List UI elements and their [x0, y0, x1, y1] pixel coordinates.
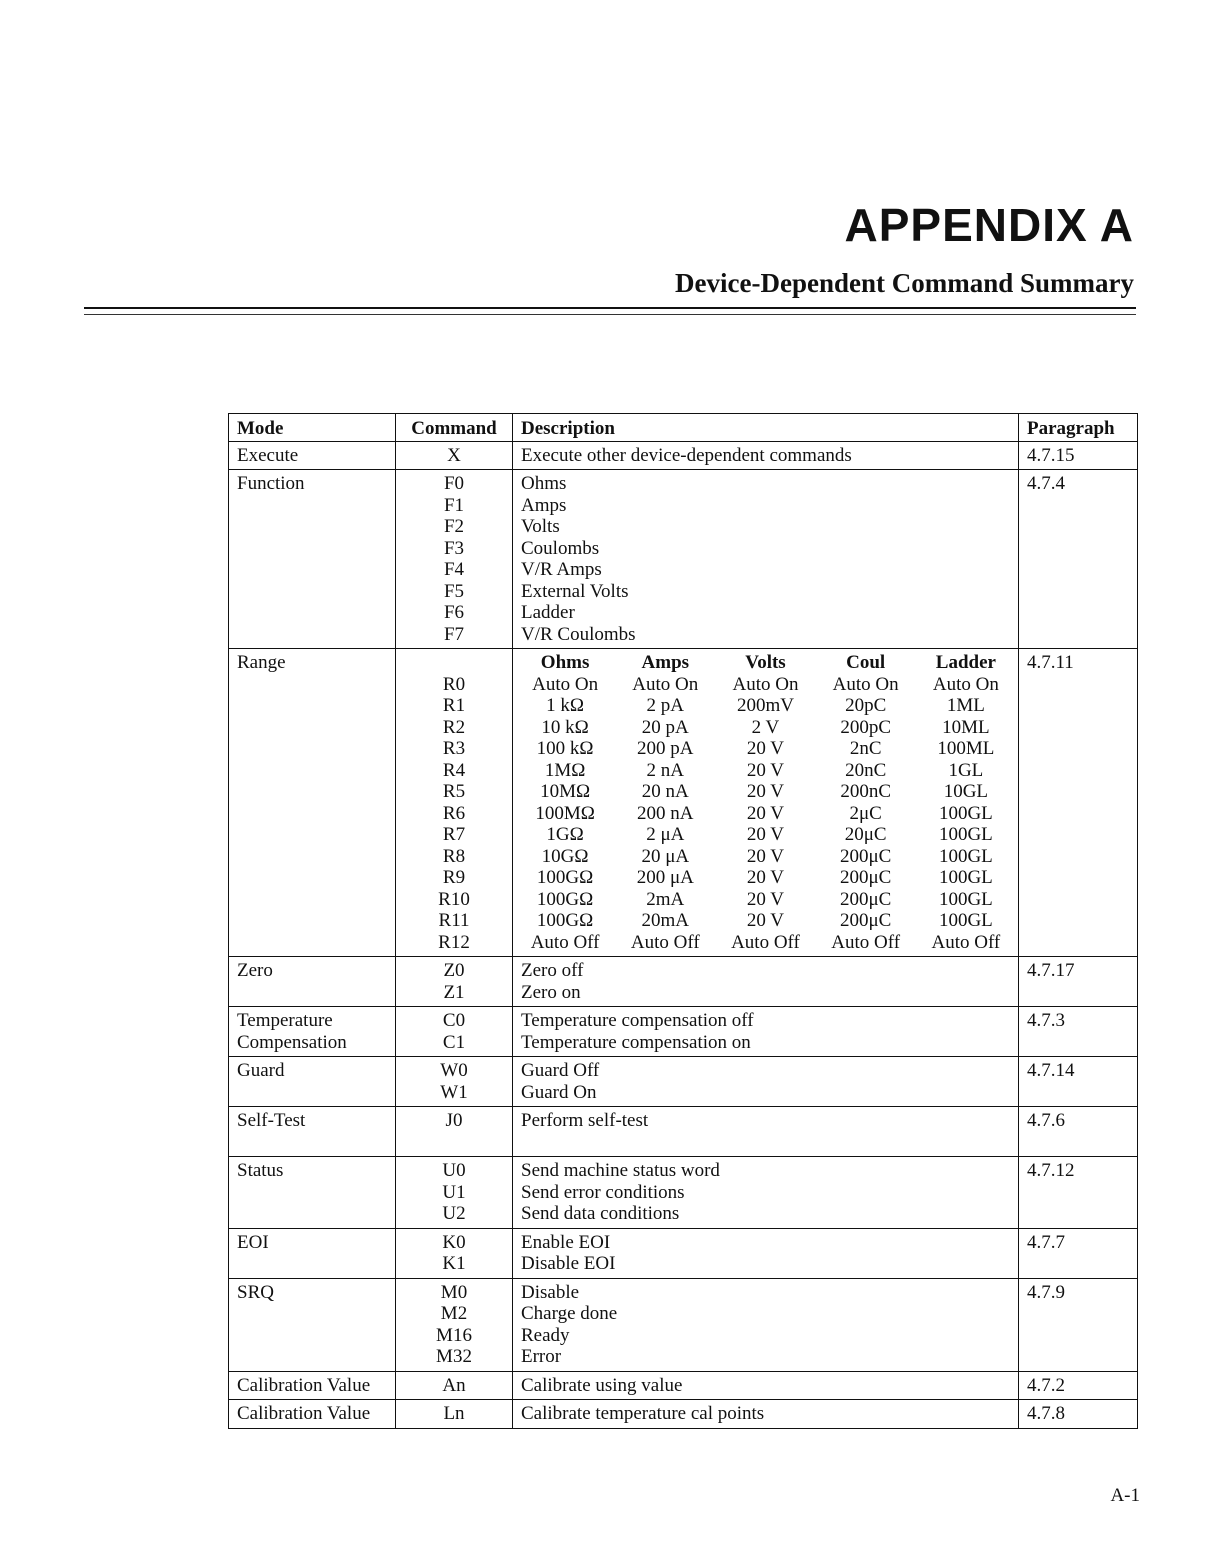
command-cell [396, 1228, 513, 1278]
cell-line: Z0 [443, 960, 465, 981]
cell-line: F4 [443, 559, 465, 580]
range-value: 100GL [938, 888, 993, 910]
range-column-header: Amps [641, 652, 690, 673]
cell-line: Z1 [443, 981, 465, 1003]
range-value: 2mA [646, 888, 685, 910]
cell-line: Temperature [237, 1010, 333, 1031]
range-command: R3 [442, 738, 466, 759]
cell-line: Charge done [521, 1303, 618, 1324]
range-column-header: Ladder [935, 652, 996, 673]
cell-line: Calibrate using value [521, 1374, 683, 1396]
header-command: Command [396, 414, 513, 442]
range-value: 1GΩ [546, 824, 584, 845]
range-row [515, 932, 1016, 954]
paragraph-cell: 4.7.11 [1019, 649, 1138, 957]
range-grid-header [515, 652, 1016, 674]
range-value: 20mA [641, 910, 690, 931]
description-cell [513, 957, 1019, 1007]
range-value: Auto Off [831, 931, 901, 953]
table-row-guard [229, 1057, 1138, 1107]
mode-cell: Zero [229, 957, 396, 1007]
range-value: 20 V [746, 802, 785, 824]
cell-line: Perform self-test [521, 1110, 649, 1131]
range-command: R4 [442, 759, 466, 781]
appendix-title: APPENDIX A [844, 199, 1134, 251]
range-value: 20 V [746, 888, 785, 910]
range-value: 200 pA [637, 738, 694, 759]
cell-line: Temperature compensation on [521, 1031, 751, 1053]
cell-line: Send error conditions [521, 1181, 685, 1203]
range-value: 10ML [942, 716, 990, 738]
command-cell [396, 441, 513, 470]
cell-line: K1 [442, 1253, 466, 1274]
cell-line: Ohms [521, 473, 567, 494]
cell-line: C1 [442, 1031, 466, 1053]
cell-line: Ladder [521, 602, 575, 623]
range-command: R6 [442, 802, 466, 824]
range-value: 100GΩ [536, 888, 594, 910]
range-value: 20nC [845, 759, 887, 781]
range-command: R7 [442, 824, 466, 845]
paragraph-cell: 4.7.15 [1019, 441, 1138, 470]
range-command: R12 [438, 931, 470, 953]
range-value: 10GΩ [541, 845, 589, 867]
range-value: 200 nA [637, 802, 694, 824]
range-value: 1GL [948, 759, 984, 781]
paragraph-cell: 4.7.9 [1019, 1278, 1138, 1371]
table-row-execute [229, 441, 1138, 470]
mode-cell: Execute [229, 441, 396, 470]
range-command: R5 [442, 781, 466, 802]
range-value: 10 kΩ [541, 716, 589, 738]
cell-line: M16 [436, 1324, 472, 1346]
cell-line: F2 [443, 516, 465, 537]
range-row [515, 867, 1016, 889]
appendix-subtitle: Device-Dependent Command Summary [675, 268, 1134, 298]
range-command: R0 [442, 673, 466, 695]
description-cell [513, 1400, 1019, 1429]
cell-line: Compensation [237, 1031, 347, 1053]
range-row [515, 846, 1016, 868]
range-value: 2 μA [646, 824, 685, 845]
range-value: 20 V [746, 845, 785, 867]
range-value: 10MΩ [540, 781, 591, 802]
cell-line: W0 [440, 1060, 468, 1081]
command-cell [396, 1057, 513, 1107]
range-row [515, 824, 1016, 846]
range-value: 100GL [938, 910, 993, 931]
cell-line: Ln [443, 1403, 465, 1424]
range-value: 100GL [938, 845, 993, 867]
cell-line: Zero off [521, 960, 584, 981]
range-command: R9 [442, 867, 466, 888]
range-value: 20 V [746, 759, 785, 781]
cell-line: F6 [443, 602, 465, 623]
table-row-function [229, 470, 1138, 649]
range-value: 100 kΩ [536, 738, 594, 759]
range-command: R1 [442, 695, 466, 716]
header-paragraph: Paragraph [1019, 414, 1138, 442]
command-summary-table [228, 413, 1138, 1429]
command-cell [396, 1107, 513, 1157]
range-value: 20 μA [641, 845, 690, 867]
range-values-cell [513, 649, 1019, 957]
command-cell [396, 1157, 513, 1229]
mode-cell: SRQ [229, 1278, 396, 1371]
range-value: Auto On [632, 673, 699, 695]
cell-line: Volts [521, 516, 560, 537]
range-command: R11 [438, 910, 470, 931]
cell-line: Guard Off [521, 1060, 600, 1081]
range-value: 200μC [839, 888, 892, 910]
range-row [515, 695, 1016, 717]
table-row-selftest [229, 1107, 1138, 1157]
cell-line: J0 [445, 1110, 463, 1131]
range-value: 100GL [938, 802, 993, 824]
range-value: 2 nA [646, 759, 685, 781]
range-value: 1ML [946, 695, 985, 716]
range-value: 200μC [839, 845, 892, 867]
cell-line: M0 [440, 1281, 468, 1303]
cell-line: Ready [521, 1324, 570, 1346]
cell-line: Error [521, 1346, 562, 1367]
mode-cell: Status [229, 1157, 396, 1229]
range-row [515, 910, 1016, 932]
range-command: R2 [442, 716, 466, 738]
range-value: Auto On [532, 673, 599, 695]
table-row-status [229, 1157, 1138, 1229]
range-command: R10 [438, 888, 470, 910]
page-number: A-1 [1110, 1485, 1140, 1506]
mode-cell [229, 1007, 396, 1057]
range-value: Auto On [832, 673, 899, 695]
range-command: R8 [442, 845, 466, 867]
cell-line: Send machine status word [521, 1160, 720, 1181]
range-value: Auto On [932, 673, 999, 695]
range-value: 20 nA [641, 781, 689, 802]
range-value: 20 V [746, 781, 785, 802]
description-cell [513, 1157, 1019, 1229]
range-column-header: Coul [846, 652, 886, 673]
range-row [515, 781, 1016, 803]
description-cell [513, 1057, 1019, 1107]
mode-cell: Guard [229, 1057, 396, 1107]
cell-line: Send data conditions [521, 1203, 680, 1224]
mode-cell: Range [229, 649, 396, 957]
table-row-temperature [229, 1007, 1138, 1057]
range-column-header: Ohms [540, 652, 590, 673]
range-value: 10GL [943, 781, 989, 802]
range-value: Auto Off [630, 931, 700, 953]
range-value: 100GL [938, 867, 993, 888]
paragraph-cell: 4.7.14 [1019, 1057, 1138, 1107]
range-value: 200μC [839, 910, 892, 931]
range-value: 2nC [849, 738, 882, 759]
cell-line: Guard On [521, 1081, 597, 1103]
cell-spacer [404, 652, 504, 674]
description-cell [513, 1107, 1019, 1157]
cell-line: Enable EOI [521, 1231, 611, 1253]
command-cell [396, 957, 513, 1007]
range-value: 100GΩ [536, 910, 594, 931]
paragraph-cell: 4.7.6 [1019, 1107, 1138, 1157]
cell-line: Disable EOI [521, 1253, 616, 1274]
range-value: 1MΩ [544, 759, 586, 781]
cell-line: X [447, 444, 461, 466]
command-cell [396, 1371, 513, 1400]
mode-cell: Function [229, 470, 396, 649]
command-cell [396, 1007, 513, 1057]
range-value: Auto Off [530, 931, 600, 953]
range-grid [515, 652, 1016, 953]
cell-line: Temperature compensation off [521, 1010, 754, 1031]
range-value: 20 pA [641, 716, 689, 738]
mode-cell: EOI [229, 1228, 396, 1278]
table-row-zero [229, 957, 1138, 1007]
range-value: 20 V [746, 910, 785, 931]
cell-line: M32 [436, 1346, 472, 1367]
description-cell [513, 441, 1019, 470]
cell-line: U2 [442, 1203, 466, 1224]
description-cell [513, 1228, 1019, 1278]
range-row [515, 803, 1016, 825]
description-cell [513, 470, 1019, 649]
range-value: Auto On [732, 673, 799, 695]
cell-line: V/R Coulombs [521, 623, 636, 645]
paragraph-cell: 4.7.2 [1019, 1371, 1138, 1400]
cell-line: F1 [443, 494, 465, 516]
table-row-calibration-value [229, 1371, 1138, 1400]
cell-line: V/R Amps [521, 559, 602, 580]
range-row [515, 674, 1016, 696]
cell-line: F5 [443, 580, 465, 602]
range-value: 1 kΩ [546, 695, 585, 716]
cell-line: F0 [443, 473, 465, 494]
cell-line: Amps [521, 494, 567, 516]
mode-cell: Self-Test [229, 1107, 396, 1157]
table-row-calibration-temperature [229, 1400, 1138, 1429]
mode-cell: Calibration Value [229, 1400, 396, 1429]
cell-line: Disable [521, 1281, 580, 1303]
cell-line: An [442, 1374, 466, 1396]
range-value: 100ML [937, 738, 995, 759]
range-value: 2μC [849, 802, 882, 824]
cell-line: F3 [443, 537, 465, 559]
range-value: 20μC [844, 824, 887, 845]
mode-cell: Calibration Value [229, 1371, 396, 1400]
cell-line: K0 [442, 1231, 466, 1253]
cell-line: M2 [440, 1303, 468, 1324]
header-description: Description [513, 414, 1019, 442]
paragraph-cell: 4.7.8 [1019, 1400, 1138, 1429]
command-cell [396, 1400, 513, 1429]
range-value: 200nC [840, 781, 891, 802]
header-rule [84, 307, 1136, 309]
range-value: 100GΩ [536, 867, 594, 888]
range-value: 100GL [938, 824, 993, 845]
cell-line: Calibrate temperature cal points [521, 1403, 765, 1424]
cell-line: U1 [442, 1181, 466, 1203]
range-row [515, 889, 1016, 911]
command-cell [396, 1278, 513, 1371]
header-rule-thin [84, 314, 1136, 315]
command-cell [396, 470, 513, 649]
cell-line: C0 [442, 1010, 466, 1031]
header-mode: Mode [229, 414, 396, 442]
cell-line: W1 [440, 1081, 468, 1103]
range-value: 200mV [736, 695, 794, 716]
paragraph-cell: 4.7.4 [1019, 470, 1138, 649]
paragraph-cell: 4.7.17 [1019, 957, 1138, 1007]
range-value: 200 μA [636, 867, 694, 888]
command-cell [396, 649, 513, 957]
table-row-range [229, 649, 1138, 957]
range-value: 2 V [751, 716, 780, 738]
range-value: 20 V [746, 867, 785, 888]
table-row-srq [229, 1278, 1138, 1371]
range-value: Auto Off [731, 931, 800, 953]
range-value: 100MΩ [535, 802, 595, 824]
paragraph-cell: 4.7.3 [1019, 1007, 1138, 1057]
range-row [515, 760, 1016, 782]
range-value: 20pC [845, 695, 887, 716]
table-row-eoi [229, 1228, 1138, 1278]
table-header-row [229, 414, 1138, 442]
range-row [515, 717, 1016, 739]
cell-line: Zero on [521, 981, 581, 1003]
range-row [515, 738, 1016, 760]
cell-line: Execute other device-dependent commands [521, 444, 852, 466]
paragraph-cell: 4.7.12 [1019, 1157, 1138, 1229]
range-value: Auto Off [931, 931, 1001, 953]
range-value: 20 V [746, 824, 785, 845]
cell-line: U0 [442, 1160, 466, 1181]
range-value: 200pC [840, 716, 891, 738]
range-value: 2 pA [646, 695, 685, 716]
cell-line: Coulombs [521, 537, 600, 559]
cell-line: F7 [443, 623, 465, 645]
description-cell [513, 1371, 1019, 1400]
cell-line: External Volts [521, 580, 629, 602]
description-cell [513, 1278, 1019, 1371]
range-value: 20 V [746, 738, 785, 759]
range-column-header: Volts [745, 652, 786, 673]
paragraph-cell: 4.7.7 [1019, 1228, 1138, 1278]
range-value: 200μC [839, 867, 892, 888]
description-cell [513, 1007, 1019, 1057]
